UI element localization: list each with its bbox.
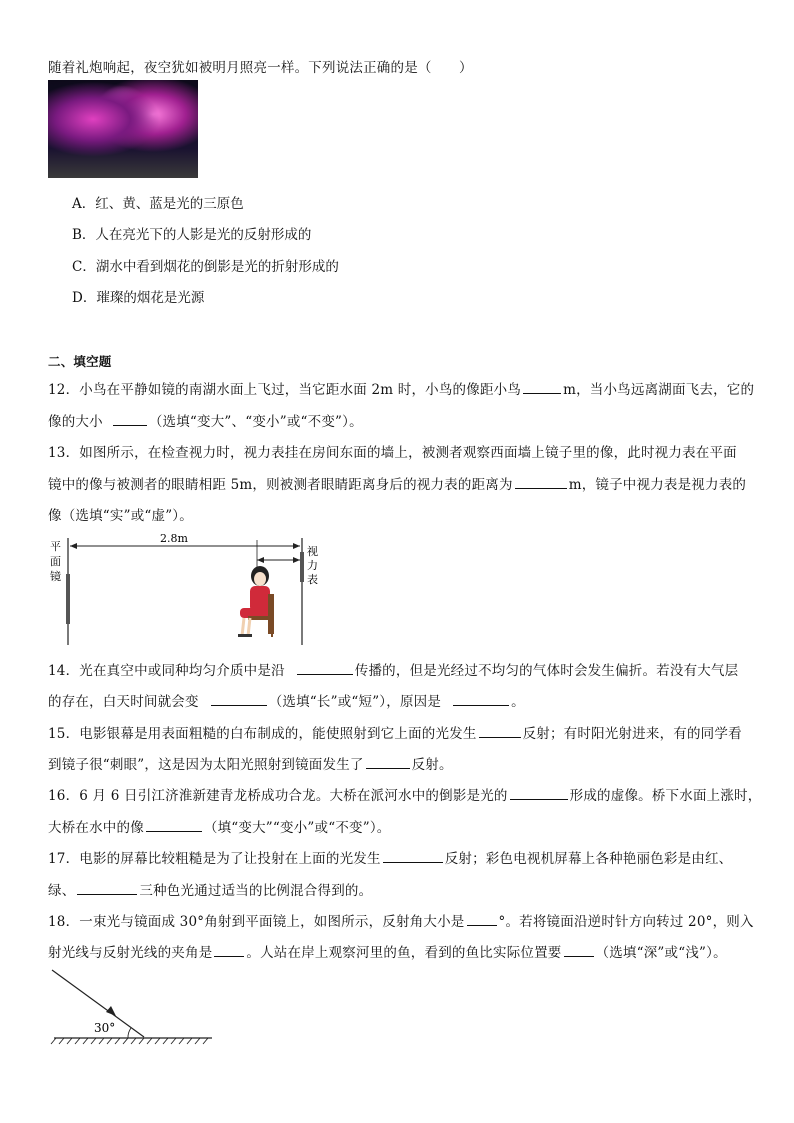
q18-blank1[interactable]	[467, 913, 497, 926]
q14-blank2[interactable]	[211, 693, 267, 706]
q14-blank3[interactable]	[453, 693, 509, 706]
q18-line1	[48, 910, 754, 930]
q12-text: m，当小鸟远离湖面飞去，它的	[563, 382, 755, 398]
q12-text: 像的大小	[48, 414, 103, 430]
q18-text: 射光线与反射光线的夹角是	[48, 945, 213, 961]
q18-text: 18．一束光与镜面成 30°角射到平面镜上，如图所示，反射角大小是	[48, 914, 465, 930]
q11-option-d: D．璀璨的烟花是光源	[72, 290, 205, 306]
q11-option-c: C．湖水中看到烟花的倒影是光的折射形成的	[72, 259, 339, 275]
q16-text: 形成的虚像。桥下水面上涨时，	[569, 788, 762, 804]
q13-figure	[44, 530, 334, 648]
section-heading: 二、填空题	[48, 354, 112, 369]
q16-text: 大桥在水中的像	[48, 820, 144, 836]
q12-text: （选填“变大”、“变小”或“不变”）。	[148, 414, 363, 430]
fireworks-photo	[48, 80, 198, 178]
q15-blank1[interactable]	[479, 725, 521, 738]
q14-text: （选填“长”或“短”），原因是	[268, 694, 442, 710]
q11-option-b: B．人在亮光下的人影是光的反射形成的	[72, 227, 312, 243]
q18-figure	[48, 966, 218, 1046]
ray-arrow-icon	[106, 1006, 116, 1016]
q14-blank1[interactable]	[297, 662, 353, 675]
q18-line2	[48, 941, 727, 961]
q18-blank3[interactable]	[564, 944, 594, 957]
q15-text: 反射；有时阳光射进来，有的同学看	[522, 726, 742, 742]
chart-label-3: 表	[307, 573, 318, 586]
q14-text: 14．光在真空中或同种均匀介质中是沿	[48, 663, 285, 679]
mirror-label-3: 镜	[50, 570, 61, 583]
q14-text: 的存在，白天时间就会变	[48, 694, 199, 710]
q13-text: 镜中的像与被测者的眼睛相距 5m，则被测者眼睛距离身后的视力表的距离为	[48, 477, 513, 493]
q17-blank2[interactable]	[77, 882, 137, 895]
q18-text: °。若将镜面沿逆时针方向转过 20°，则入	[498, 914, 754, 930]
q17-text: 绿、	[48, 883, 76, 899]
distance-label: 2.8m	[160, 532, 188, 545]
q16-blank2[interactable]	[146, 819, 202, 832]
q14-line2	[48, 690, 525, 710]
q15-text: 反射。	[411, 757, 453, 773]
q13-line2	[48, 473, 746, 493]
angle-label: 30°	[94, 1021, 116, 1035]
q17-line1	[48, 847, 732, 867]
chart-label-2: 力	[307, 559, 318, 572]
q12-text: 12．小鸟在平静如镜的南湖水面上飞过，当它距水面 2m 时，小鸟的像距小鸟	[48, 382, 522, 398]
seated-person-figure	[238, 566, 274, 637]
q12-line2	[48, 410, 363, 430]
mirror-label-2: 面	[50, 555, 61, 568]
q17-text: 反射；彩色电视机屏幕上各种艳丽色彩是由红、	[444, 851, 733, 867]
q14-line1	[48, 659, 738, 679]
q18-text: （选填“深”或“浅”）。	[595, 945, 727, 961]
q13-line1: 13．如图所示，在检查视力时，视力表挂在房间东面的墙上，被测者观察西面墙上镜子里的像，此时视力表在平面	[48, 445, 737, 461]
mirror-label-1: 平	[50, 540, 61, 553]
q11-option-a: A．红、黄、蓝是光的三原色	[72, 196, 244, 212]
q18-blank2[interactable]	[214, 944, 244, 957]
q11-stem: 随着礼炮响起，夜空犹如被明月照亮一样。下列说法正确的是（ ）	[48, 60, 473, 76]
q17-text: 三种色光通过适当的比例混合得到的。	[139, 883, 373, 899]
q16-text: 16．6 月 6 日引江济淮新建青龙桥成功合龙。大桥在派河水中的倒影是光的	[48, 788, 508, 804]
q14-text: 。	[511, 694, 525, 710]
q17-text: 17．电影的屏幕比较粗糙是为了让投射在上面的光发生	[48, 851, 381, 867]
q13-text: m，镜子中视力表是视力表的	[568, 477, 747, 493]
q17-blank1[interactable]	[383, 850, 443, 863]
chart-label-1: 视	[307, 545, 318, 558]
q13-blank1[interactable]	[515, 476, 567, 489]
q15-line1	[48, 722, 742, 742]
q16-blank1[interactable]	[510, 787, 568, 800]
mirror-hatching	[51, 1038, 208, 1044]
angle-arc	[128, 1028, 131, 1038]
q13-line3: 像（选填“实”或“虚”）。	[48, 508, 193, 524]
q16-text: （填“变大”“变小”或“不变”）。	[203, 820, 391, 836]
q12-blank1[interactable]	[523, 381, 561, 394]
q16-line1	[48, 784, 761, 804]
q12-blank2[interactable]	[113, 413, 147, 426]
q15-text: 到镜子很“刺眼”，这是因为太阳光照射到镜面发生了	[48, 757, 364, 773]
q14-text: 传播的，但是光经过不均匀的气体时会发生偏折。若没有大气层	[354, 663, 739, 679]
q15-text: 15．电影银幕是用表面粗糙的白布制成的，能使照射到它上面的光发生	[48, 726, 477, 742]
q12-line1	[48, 378, 754, 398]
q17-line2	[48, 879, 372, 899]
q15-line2	[48, 753, 453, 773]
q16-line2	[48, 816, 390, 836]
q18-text: 。人站在岸上观察河里的鱼，看到的鱼比实际位置要	[246, 945, 562, 961]
q15-blank2[interactable]	[366, 756, 410, 769]
